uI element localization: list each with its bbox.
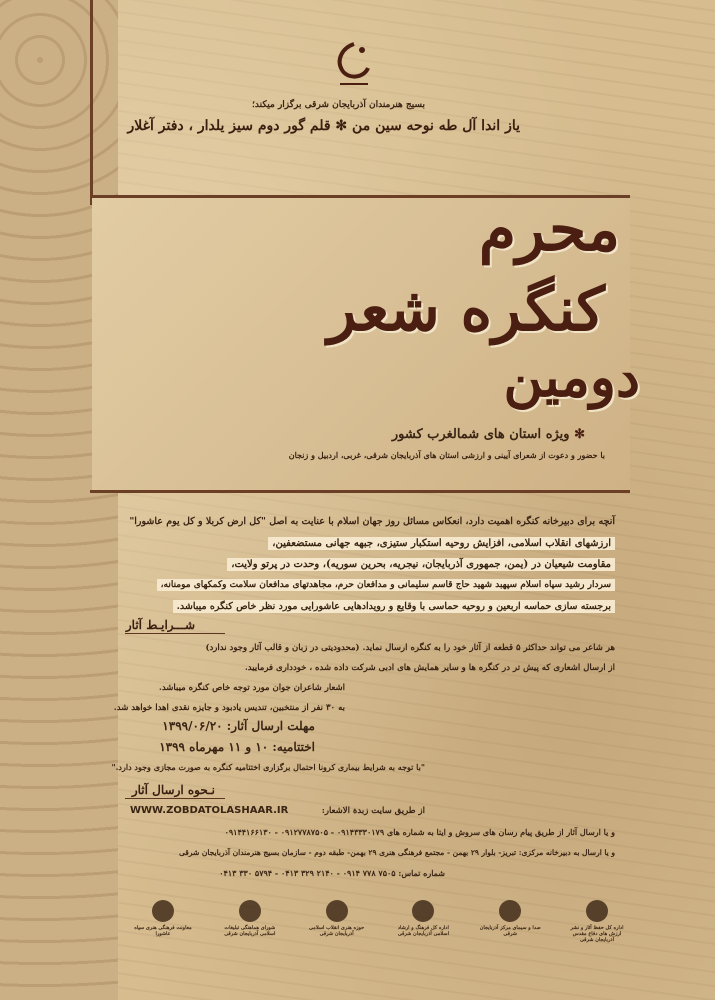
emblem-icon bbox=[586, 900, 608, 922]
org-name: معاونت فرهنگی هنری سپاه عاشورا bbox=[134, 925, 192, 937]
star-icon: ✻ bbox=[569, 427, 585, 442]
emblem-icon bbox=[326, 900, 348, 922]
condition-item: از ارسال اشعاری که پیش تر در کنگره ها و سایر همایش های ادبی شرکت داده شده ، خودداری فرمایید. bbox=[244, 663, 615, 673]
site-label: از طریق سایت زبدة الاشعار: bbox=[321, 806, 425, 816]
emblem-icon bbox=[412, 900, 434, 922]
website-link[interactable]: WWW.ZOBDATOLASHAAR.IR bbox=[130, 805, 289, 816]
org-logo-item bbox=[217, 900, 283, 960]
sponsor-logos bbox=[130, 900, 630, 960]
poem-subtitle: یاز اندا آل طه نوحه سین من ✻ قلم گور دوم سیز یلدار ، دفتر آغلار bbox=[127, 118, 520, 134]
divider bbox=[125, 633, 225, 634]
covid-note: "با توجه به شرایط بیماری کرونا احتمال برگزاری اختتامیه کنگره به صورت مجازی وجود دارد." bbox=[111, 762, 425, 772]
title-line-1: محرم bbox=[478, 195, 620, 265]
body-line: برجسته سازی حماسه اربعین و روحیه حماسی با وقایع و رویدادهایی عاشورایی مورد نظر خاص کنگره میباشد. bbox=[173, 601, 615, 612]
title-line-3: دومین bbox=[503, 345, 640, 409]
condition-item: اشعار شاعران جوان مورد توجه خاص کنگره میباشد. bbox=[158, 683, 345, 693]
title-line-2: کنگره شعر bbox=[327, 275, 605, 345]
bassij-logo-icon bbox=[322, 38, 386, 94]
emblem-icon bbox=[239, 900, 261, 922]
divider bbox=[125, 798, 225, 799]
deadline: مهلت ارسال آثار: ۱۳۹۹/۰۶/۲۰ bbox=[162, 719, 315, 733]
submit-line: و یا ارسال آثار از طریق پیام رسان های سروش و ایتا به شماره های ۰۹۱۴۳۳۳۰۱۷۹ - ۰۹۱۲۷۷۸۷۵۰۵ - ۰۹۱۴۴۱۶۶۱۳۰ bbox=[224, 827, 615, 837]
presence-note: با حضور و دعوت از شعرای آیینی و ارزشی استان های آذربایجان شرقی، غربی، اردبیل و زنجان bbox=[288, 450, 605, 460]
org-name: شورای هماهنگی تبلیغات اسلامی آذربایجان شرقی bbox=[224, 925, 276, 937]
condition-item: به ۳۰ نفر از منتخبین، تندیس یادبود و جایزه نقدی اهدا خواهد شد. bbox=[113, 703, 345, 713]
org-name: حوزه هنری انقلاب اسلامی آذربایجان شرقی bbox=[309, 925, 365, 937]
closing-date: اختتامیه: ۱۰ و ۱۱ مهرماه ۱۳۹۹ bbox=[159, 740, 315, 754]
org-logo-item bbox=[477, 900, 543, 960]
org-name: اداره کل حفظ آثار و نشر ارزش های دفاع مقدس آذربایجان شرقی bbox=[570, 925, 624, 943]
arabesque-border bbox=[0, 0, 118, 1000]
body-line: مقاومت شیعیان در (یمن، جمهوری آذربایجان، نیجریه، بحرین سوریه)، وحدت در پرتو ولایت، bbox=[227, 559, 615, 570]
org-logo-item bbox=[304, 900, 370, 960]
frame-line bbox=[90, 0, 93, 205]
emblem-icon bbox=[499, 900, 521, 922]
emblem-icon bbox=[152, 900, 174, 922]
org-name: اداره کل فرهنگ و ارشاد اسلامی آذربایجان شرقی bbox=[397, 925, 449, 937]
organizer-line: بسیج هنرمندان آذربایجان شرقی برگزار میکند؛ bbox=[252, 100, 425, 110]
conditions-title: شـــرایـط آثار bbox=[125, 618, 195, 632]
contact-line: شماره تماس: ۷۵۰۵ ۷۷۸ ۰۹۱۴ - ۲۱۴۰ ۳۲۹ ۰۴۱۳ - ۵۷۹۴ ۳۳۰ ۰۴۱۳ bbox=[219, 868, 445, 878]
org-logo-item bbox=[564, 900, 630, 960]
body-line: سردار رشید سپاه اسلام سپهبد شهید حاج قاسم سلیمانی و مدافعان حرم، مجاهدتهای مدافعان سلامت وکمکهای مومنانه، bbox=[157, 580, 615, 590]
body-line: ارزشهای انقلاب اسلامی، افزایش روحیه استکبار ستیزی، جبهه جهانی مستضعفین، bbox=[268, 538, 615, 549]
condition-item: هر شاعر می تواند حداکثر ۵ قطعه از آثار خود را به کنگره ارسال نماید. (محدودیتی در زبان و قالب آثار وجود ندارد) bbox=[205, 643, 615, 653]
special-for bbox=[392, 427, 585, 442]
body-line: آنچه برای دبیرخانه کنگره اهمیت دارد، انعکاس مسائل روز جهان اسلام با عنایت به اصل "کل ارض کربلا و کل یوم عاشورا" bbox=[129, 516, 615, 527]
submit-line: و یا ارسال به دبیرخانه مرکزی: تبریز- بلوار ۲۹ بهمن - مجتمع فرهنگی هنری ۲۹ بهمن- طبقه دوم - سازمان بسیج هنرمندان آذربایجان شرقی bbox=[179, 848, 615, 857]
special-text: ویژه استان های شمالغرب کشور bbox=[391, 427, 570, 442]
org-name: صدا و سیمای مرکز آذربایجان شرقی bbox=[479, 925, 541, 937]
org-logo-item bbox=[130, 900, 196, 960]
org-logo-item bbox=[390, 900, 456, 960]
frame-line bbox=[90, 490, 630, 493]
submit-title: نـحوه ارسال آثار bbox=[131, 783, 215, 797]
